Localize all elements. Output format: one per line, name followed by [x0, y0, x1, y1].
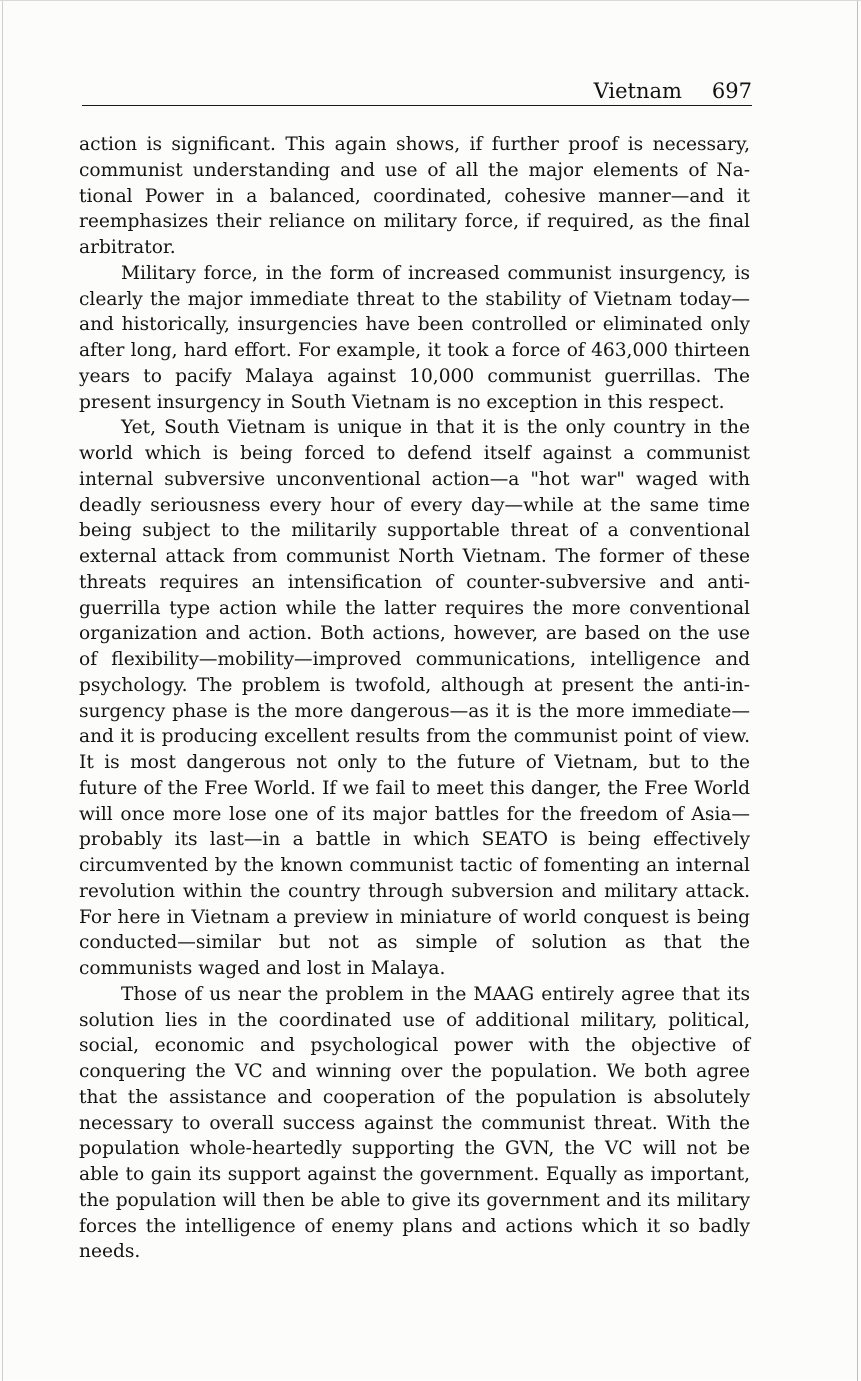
page-edge-right: [857, 1, 858, 1381]
paragraph: action is significant. This again shows, if further proof is necessary, communist understanding and use of all the major elements of National Power in a balanced, coordinated, cohesive manner—and it reemphasizes their reliance on military force, if required, as the final arbitrator.: [79, 134, 750, 258]
running-title: Vietnam: [593, 79, 682, 103]
paragraph: Yet, South Vietnam is unique in that it is the only country in the world which is being forced to defend itself against a communist internal subversive unconventional action—a "hot war" waged with deadly seriousness every hour of every day—while at the same time being subject to the militarily supportable threat of a conventional external attack from communist North Vietnam. The former of these threats requires an intensification of counter-subversive and anti-guerrilla type action while the latter requires the more conventional organization and action. Both actions, however, are based on the use of flexibility—mobility—improved communications, intelligence and psychology. The problem is twofold, although at present the anti-insurgency phase is the more dangerous—as it is the more immediate— and it is producing excellent results from the communist point of view. It is most dangerous not only to the future of Vietnam, but to the future of the Free World. If we fail to meet this danger, the Free World will once more lose one of its major battles for the freedom of Asia—probably its last—in a battle in which SEATO is being effectively circumvented by the known communist tactic of fomenting an internal revolution within the country through subversion and military attack. For here in Vietnam a preview in miniature of world conquest is being conducted—similar but not as simple of solution as that the communists waged and lost in Malaya.: [79, 417, 750, 979]
page-number: 697: [711, 79, 752, 103]
paragraph: Military force, in the form of increased communist insurgency, is clearly the major immediate threat to the stability of Vietnam today—and historically, insurgencies have been controlled or eliminated only after long, hard effort. For example, it took a force of 463,000 thirteen years to pacify Malaya against 10,000 communist guerrillas. The present insurgency in South Vietnam is no exception in this respect.: [79, 262, 750, 413]
body-text: [79, 132, 750, 1265]
running-head: [82, 77, 752, 106]
page-edge-left: [2, 1, 3, 1381]
paragraph: Those of us near the problem in the MAAG entirely agree that its solution lies in the coordinated use of additional military, political, social, economic and psychological power with the objective of conquering the VC and winning over the population. We both agree that the assistance and cooperation of the population is absolutely necessary to overall success against the communist threat. With the population whole-heartedly supporting the GVN, the VC will not be able to gain its support against the government. Equally as important, the population will then be able to give its government and its military forces the intelligence of enemy plans and actions which it so badly needs.: [79, 983, 750, 1263]
